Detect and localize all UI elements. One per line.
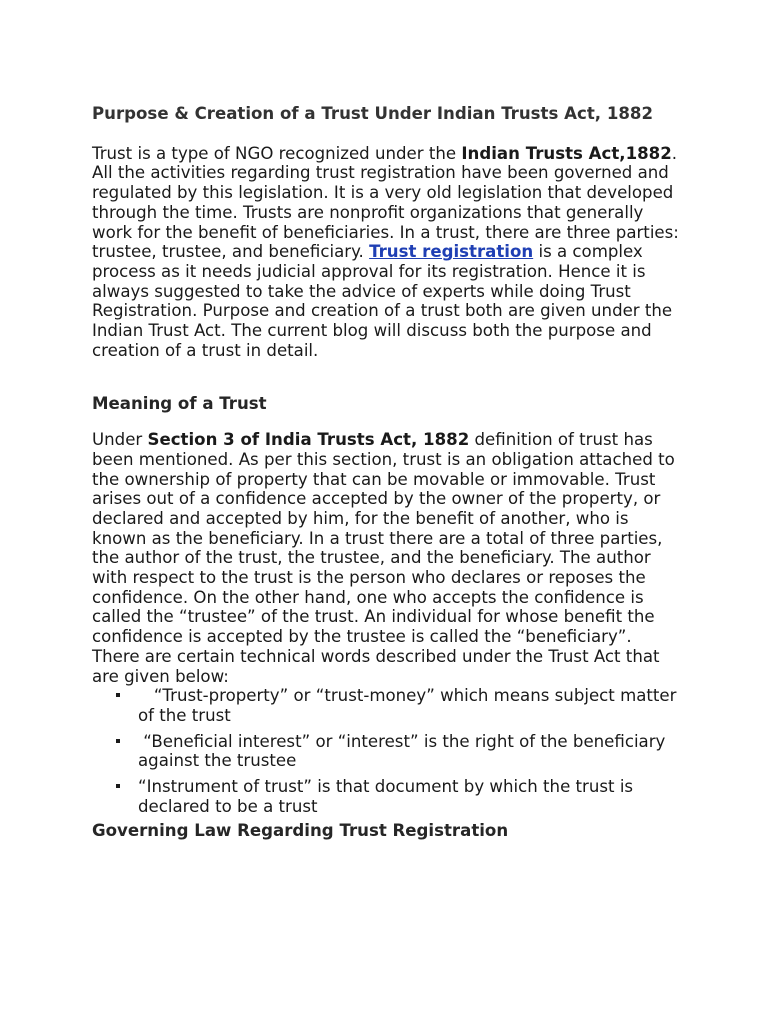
square-bullet-icon	[116, 739, 120, 743]
meaning-text-2: definition of trust has been mentioned. As per this section, trust is an obligation attached to the ownership of property that can be movable or immovable. Trust arises out of a confidence accepted by the owner of the property, or declared and accepted by him, for the benefit of another, who is known as the beneficiary. In a trust there are a total of three parties, the author of the trust, the trustee, and the beneficiary. The author with respect to the trust is the person who declares or reposes the confidence. On the other hand, one who accepts the confidence is called the “trustee” of the trust. An individual for whose benefit the confidence is accepted by the trustee is called the “beneficiary”. There are certain technical words described under the Trust Act that are given below:	[92, 430, 675, 686]
list-item	[92, 732, 682, 771]
trust-registration-link[interactable]: Trust registration	[369, 242, 534, 262]
intro-text-2: . All the activities regarding trust registration have been governed and regulated by this legislation. It is a very old legislation that developed through the time. Trusts are nonprofit organizations that generally work for the benefit of beneficiaries. In a trust, there are three parties: trustee, trustee, and beneficiary.	[92, 143, 679, 262]
square-bullet-icon	[116, 693, 120, 697]
governing-law-heading: Governing Law Regarding Trust Registration	[92, 820, 509, 840]
intro-text-3: is a complex process as it needs judicial approval for its registration. Hence it is always suggested to take the advice of experts while doing Trust Registration. Purpose and creation of a trust both are given under the Indian Trust Act. The current blog will discuss both the purpose and creation of a trust in detail.	[92, 242, 673, 360]
section-3-bold: Section 3 of India Trusts Act, 1882	[147, 430, 470, 450]
meaning-heading: Meaning of a Trust	[92, 394, 267, 414]
meaning-text-1: Under	[92, 430, 148, 450]
intro-text-1: Trust is a type of NGO recognized under the	[92, 143, 462, 163]
list-item-text: “Trust-property” or “trust-money” which means subject matter of the trust	[138, 686, 677, 725]
list-item-text: “Beneficial interest” or “interest” is the right of the beneficiary against the trustee	[138, 731, 666, 771]
meaning-paragraph	[92, 430, 682, 686]
list-item	[92, 777, 682, 816]
square-bullet-icon	[116, 784, 120, 788]
indian-trusts-act-bold: Indian Trusts Act,1882	[461, 143, 672, 163]
document-title: Purpose & Creation of a Trust Under Indian Trusts Act, 1882	[92, 104, 654, 123]
intro-paragraph	[92, 144, 682, 361]
technical-terms-list	[92, 686, 682, 816]
list-item	[92, 686, 682, 725]
list-item-text: “Instrument of trust” is that document by which the trust is declared to be a trust	[138, 777, 634, 816]
document-page	[92, 104, 682, 840]
